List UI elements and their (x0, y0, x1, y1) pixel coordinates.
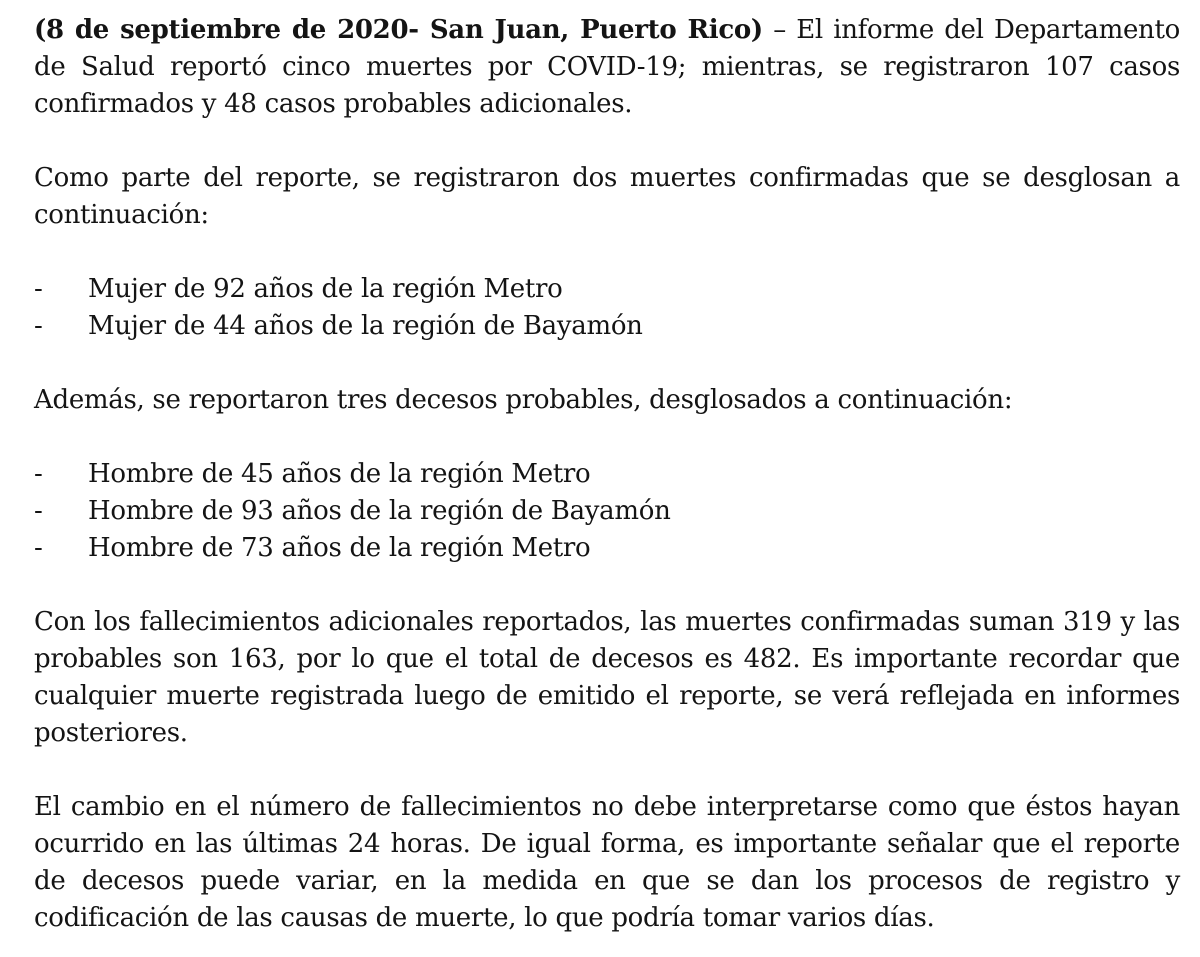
paragraph-spacer (34, 123, 1180, 160)
intro-text: – El informe del Departamento de Salud reportó cinco muertes por COVID-19; mientras, se registraron 107 casos confirmados y 48 casos probables adicionales. (34, 15, 1180, 119)
intro-paragraph (34, 12, 1180, 123)
list-item (34, 493, 1180, 530)
press-release-document (34, 12, 1180, 937)
paragraph-spacer (34, 345, 1180, 382)
list-item (34, 308, 1180, 345)
paragraph-spacer (34, 419, 1180, 456)
list-item (34, 530, 1180, 567)
dash-bullet: - (34, 274, 43, 304)
dash-bullet: - (34, 533, 43, 563)
list-item-text: Hombre de 45 años de la región Metro (88, 459, 591, 489)
closing-paragraph: El cambio en el número de fallecimientos no debe interpretarse como que éstos hayan ocurrido en las últimas 24 horas. De igual forma, es importante señalar que el reporte de decesos puede variar, en la medida en que se dan los procesos de registro y codificación de las causas de muerte, lo que podría tomar varios días. (34, 792, 1180, 933)
dateline: (8 de septiembre de 2020- San Juan, Puerto Rico) (34, 15, 763, 45)
list-item-text: Mujer de 44 años de la región de Bayamón (88, 311, 643, 341)
dash-bullet: - (34, 496, 43, 526)
list-item-text: Hombre de 73 años de la región Metro (88, 533, 591, 563)
list-item (34, 456, 1180, 493)
paragraph-spacer (34, 567, 1180, 604)
list-item-text: Hombre de 93 años de la región de Bayamón (88, 496, 671, 526)
confirmed-intro-paragraph: Como parte del reporte, se registraron dos muertes confirmadas que se desglosan a continuación: (34, 163, 1180, 230)
dash-bullet: - (34, 459, 43, 489)
probable-deaths-list (34, 456, 1180, 567)
probable-intro-paragraph: Además, se reportaron tres decesos probables, desglosados a continuación: (34, 385, 1013, 415)
totals-paragraph: Con los fallecimientos adicionales reportados, las muertes confirmadas suman 319 y las probables son 163, por lo que el total de decesos es 482. Es importante recordar que cualquier muerte registrada luego de emitido el reporte, se verá reflejada en informes posteriores. (34, 607, 1180, 748)
confirmed-deaths-list (34, 271, 1180, 345)
paragraph-spacer (34, 234, 1180, 271)
dash-bullet: - (34, 311, 43, 341)
list-item (34, 271, 1180, 308)
paragraph-spacer (34, 752, 1180, 789)
list-item-text: Mujer de 92 años de la región Metro (88, 274, 563, 304)
